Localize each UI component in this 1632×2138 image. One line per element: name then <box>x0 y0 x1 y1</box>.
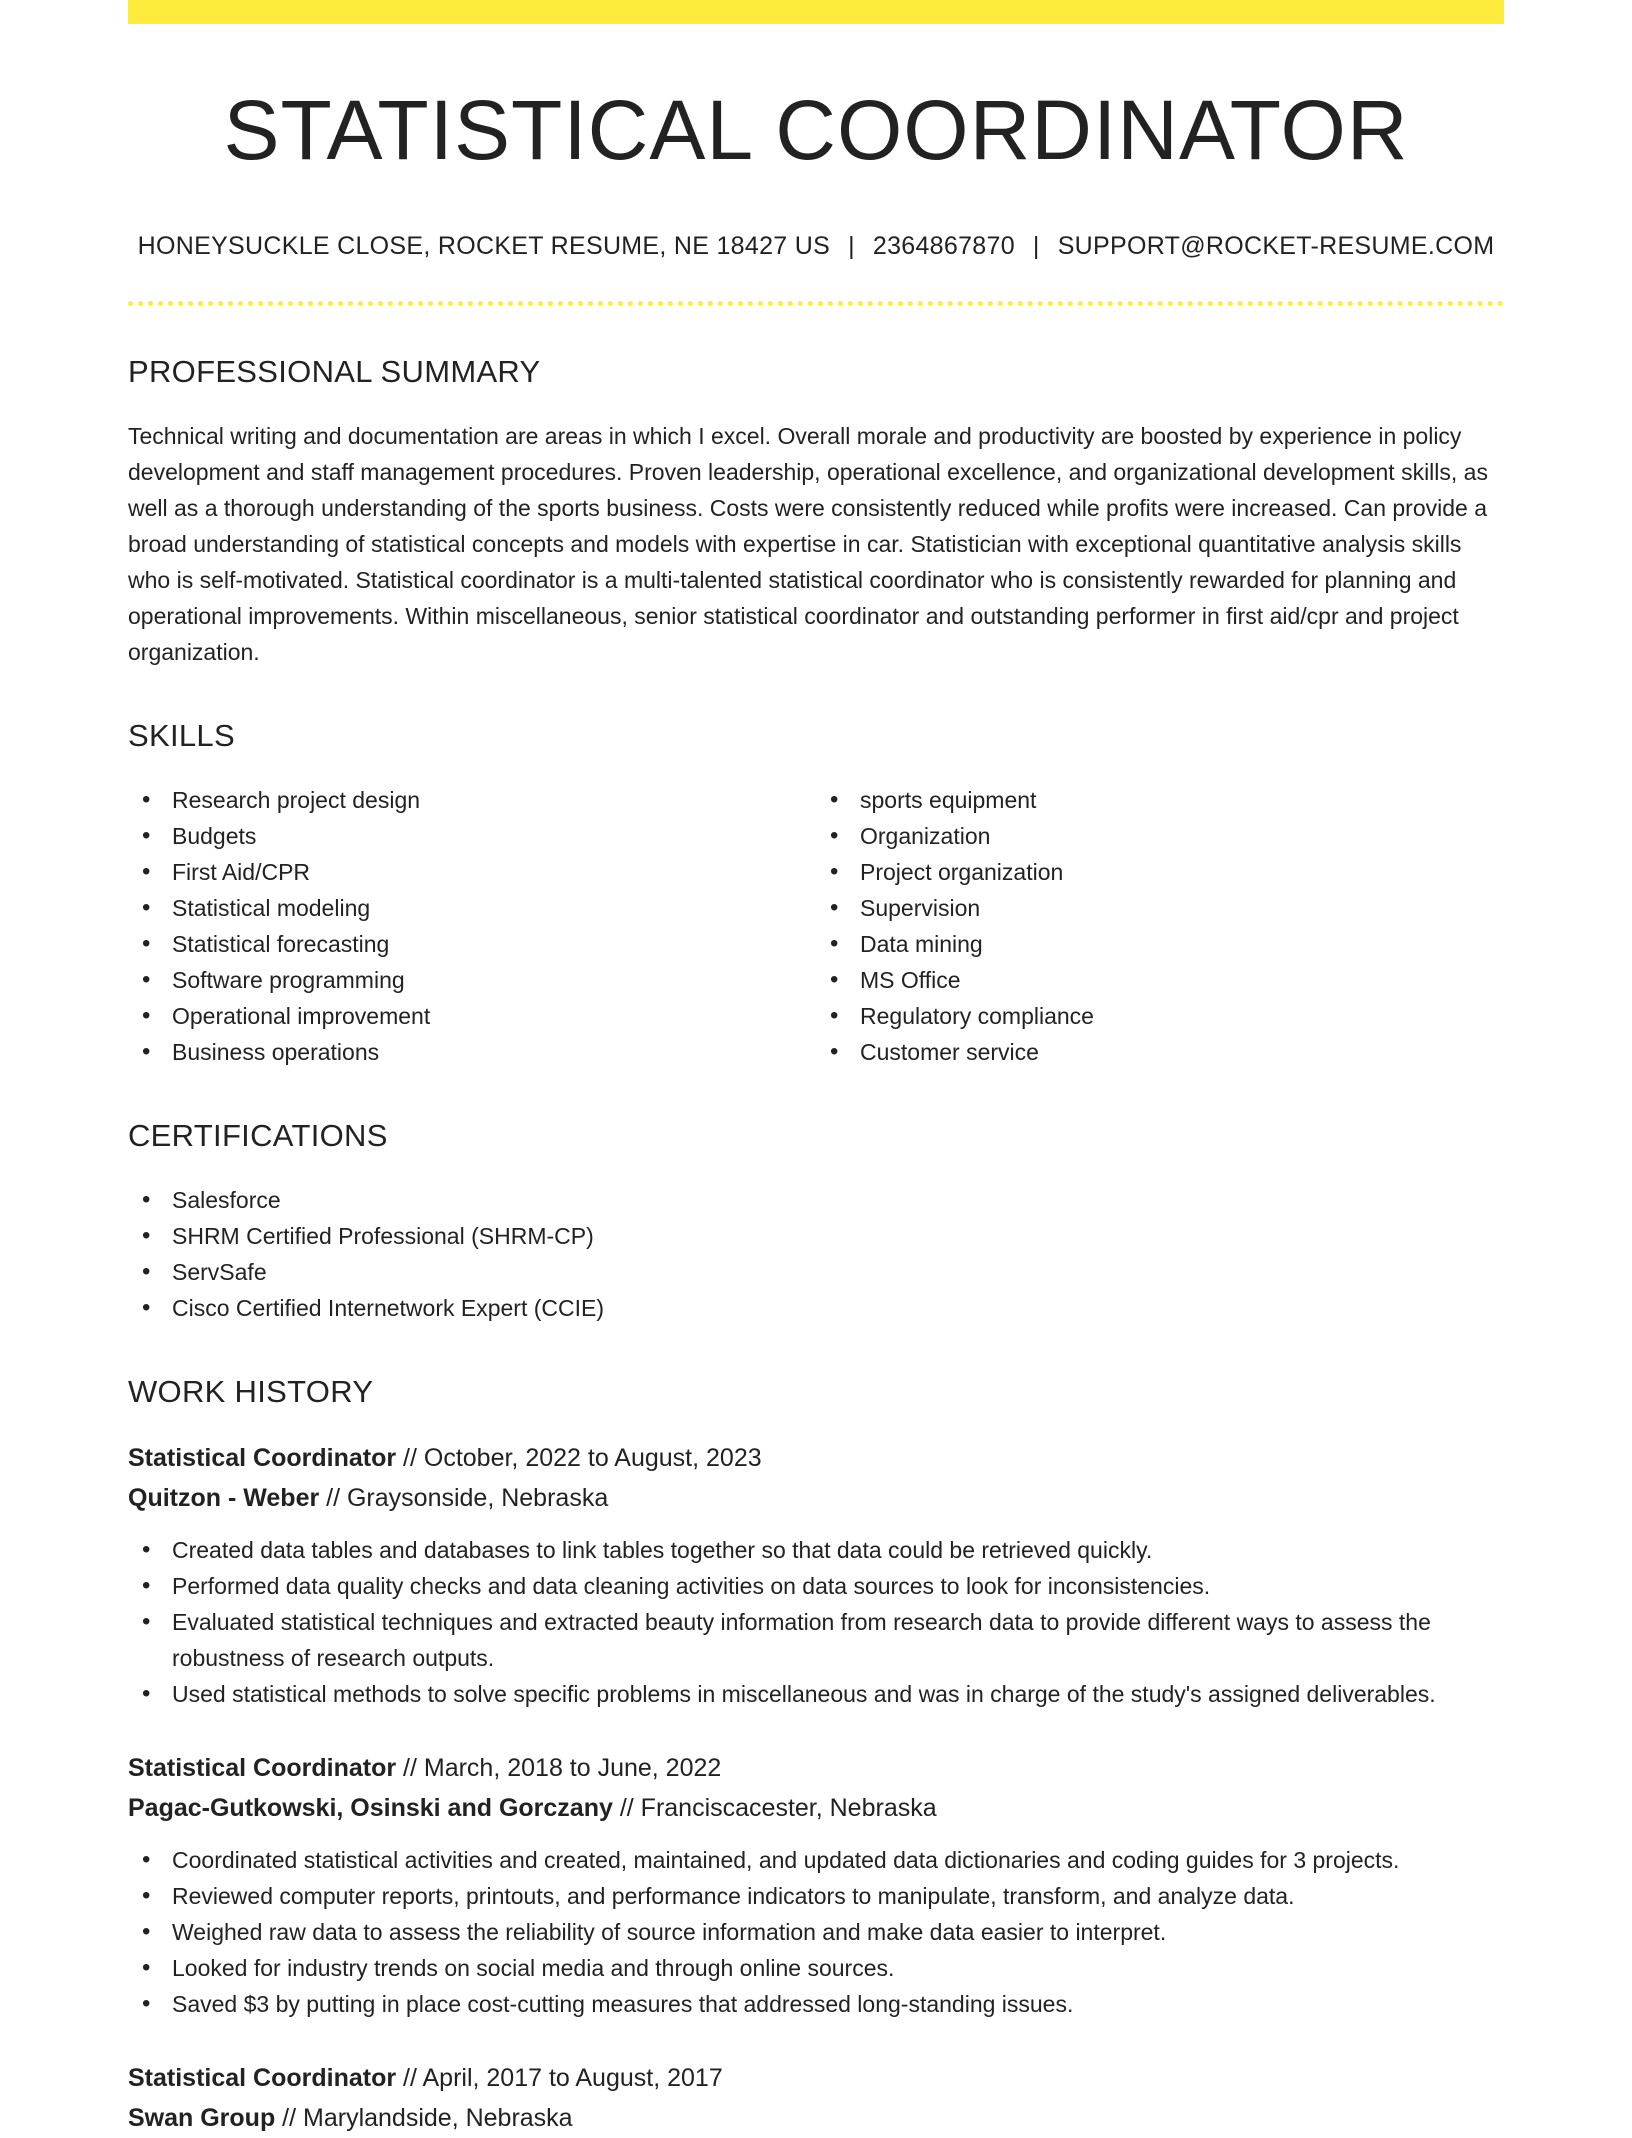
skills-heading: SKILLS <box>128 718 235 754</box>
skill-item: • Supervision <box>816 890 1504 926</box>
contact-line <box>128 232 1504 261</box>
contact-separator: | <box>1032 232 1040 261</box>
skills-column-right <box>816 782 1504 1070</box>
job-location: // Graysonside, Nebraska <box>319 1484 609 1513</box>
skill-item: • First Aid/CPR <box>128 854 816 890</box>
dotted-divider <box>128 301 1504 306</box>
resume-title: STATISTICAL COORDINATOR <box>223 83 1409 177</box>
job-bullet: • Used statistical methods to solve specific problems in miscellaneous and was in charge of the study's assigned deliverables. <box>128 1676 1504 1712</box>
job-bullet: • Evaluated statistical techniques and extracted beauty information from research data to provide different ways to assess the robustness of research outputs. <box>128 1604 1504 1676</box>
job-dates: // April, 2017 to August, 2017 <box>396 2064 723 2093</box>
job-role-line <box>128 1748 1504 1788</box>
certification-item: • Cisco Certified Internetwork Expert (CCIE) <box>128 1290 1504 1326</box>
certification-item: • Salesforce <box>128 1182 1504 1218</box>
job-company-line <box>128 2098 1504 2138</box>
skill-item: • Operational improvement <box>128 998 816 1034</box>
work-history-heading: WORK HISTORY <box>128 1374 374 1410</box>
job-role: Statistical Coordinator <box>128 1754 397 1783</box>
job-dates: // October, 2022 to August, 2023 <box>396 1444 762 1473</box>
skill-item: • sports equipment <box>816 782 1504 818</box>
resume-page <box>128 0 1504 2138</box>
job-company: Swan Group <box>128 2104 276 2133</box>
job-bullet: • Created data tables and databases to link tables together so that data could be retrieved quickly. <box>128 1532 1504 1568</box>
job-entry <box>128 2058 1504 2138</box>
skill-item: • Statistical forecasting <box>128 926 816 962</box>
skill-item: • MS Office <box>816 962 1504 998</box>
job-role: Statistical Coordinator <box>128 1444 397 1473</box>
job-dates: // March, 2018 to June, 2022 <box>396 1754 722 1783</box>
skill-item: • Research project design <box>128 782 816 818</box>
skill-item: • Data mining <box>816 926 1504 962</box>
job-company-line <box>128 1478 1504 1518</box>
certification-item: • ServSafe <box>128 1254 1504 1290</box>
job-company: Pagac-Gutkowski, Osinski and Gorczany <box>128 1794 613 1823</box>
job-entry <box>128 1748 1504 2022</box>
skill-item: • Project organization <box>816 854 1504 890</box>
skills-grid <box>128 782 1504 1070</box>
job-bullet: • Reviewed computer reports, printouts, and performance indicators to manipulate, transform, and analyze data. <box>128 1878 1504 1914</box>
summary-text: Technical writing and documentation are areas in which I excel. Overall morale and productivity are boosted by experience in policy development and staff management procedures. Proven leadership, operational excellence, and organizational development skills, as well as a thorough understanding of the sports business. Costs were consistently reduced while profits were increased. Can provide a broad understanding of statistical concepts and models with expertise in car. Statistician with exceptional quantitative analysis skills who is self-motivated. Statistical coordinator is a multi-talented statistical coordinator who is consistently rewarded for planning and operational improvements. Within miscellaneous, senior statistical coordinator and outstanding performer in first aid/cpr and project organization. <box>128 423 1488 666</box>
job-bullets <box>128 1532 1504 1712</box>
skill-item: • Statistical modeling <box>128 890 816 926</box>
skill-item: • Software programming <box>128 962 816 998</box>
contact-phone[interactable]: 2364867870 <box>872 232 1015 261</box>
skills-column-left <box>128 782 816 1070</box>
accent-top-bar <box>128 0 1504 24</box>
skill-item: • Organization <box>816 818 1504 854</box>
job-entry <box>128 1438 1504 1712</box>
skill-item: • Budgets <box>128 818 816 854</box>
job-bullet: • Looked for industry trends on social media and through online sources. <box>128 1950 1504 1986</box>
job-company-line <box>128 1788 1504 1828</box>
certification-item: • SHRM Certified Professional (SHRM-CP) <box>128 1218 1504 1254</box>
job-role-line <box>128 1438 1504 1478</box>
summary-heading: PROFESSIONAL SUMMARY <box>128 354 541 390</box>
contact-separator: | <box>848 232 855 261</box>
certifications-list <box>128 1182 1504 1326</box>
skill-item: • Customer service <box>816 1034 1504 1070</box>
certifications-heading: CERTIFICATIONS <box>128 1118 388 1154</box>
job-company: Quitzon - Weber <box>128 1484 320 1513</box>
job-bullets <box>128 1842 1504 2022</box>
skill-item: • Regulatory compliance <box>816 998 1504 1034</box>
job-location: // Marylandside, Nebraska <box>275 2104 573 2133</box>
contact-email[interactable]: SUPPORT@ROCKET-RESUME.COM <box>1057 232 1495 261</box>
job-role-line <box>128 2058 1504 2098</box>
job-location: // Franciscacester, Nebraska <box>612 1794 937 1823</box>
job-bullet: • Performed data quality checks and data cleaning activities on data sources to look for inconsistencies. <box>128 1568 1504 1604</box>
contact-address: HONEYSUCKLE CLOSE, ROCKET RESUME, NE 18427 US <box>137 232 831 261</box>
job-bullet: • Weighed raw data to assess the reliability of source information and make data easier to interpret. <box>128 1914 1504 1950</box>
job-role: Statistical Coordinator <box>128 2064 397 2093</box>
job-bullet: • Saved $3 by putting in place cost-cutting measures that addressed long-standing issues. <box>128 1986 1504 2022</box>
job-bullet: • Coordinated statistical activities and created, maintained, and updated data dictionaries and coding guides for 3 projects. <box>128 1842 1504 1878</box>
skill-item: • Business operations <box>128 1034 816 1070</box>
